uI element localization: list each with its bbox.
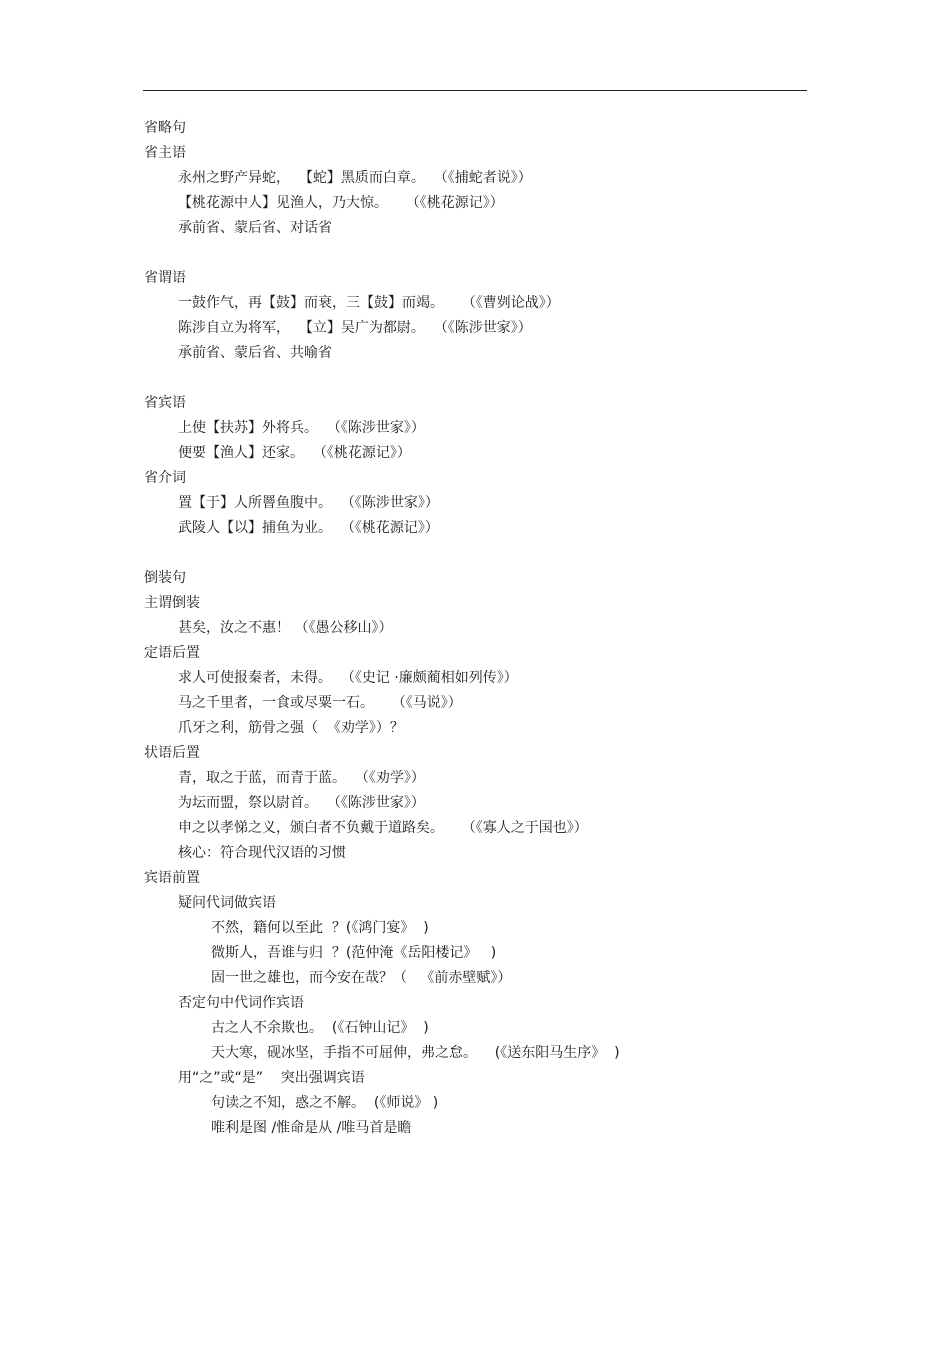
document-body xyxy=(0,116,950,1141)
sub-example-line: 句读之不知，惑之不解。 (《师说》 ) xyxy=(211,1095,439,1111)
example-line: 甚矣，汝之不惠！ （《愚公移山》） xyxy=(178,620,393,636)
section-heading: 省谓语 xyxy=(144,270,186,286)
blank-line xyxy=(0,366,950,391)
sub-example-line: 天大寒，砚冰坚，手指不可屈伸，弗之怠。 (《送东阳马生序》 ) xyxy=(211,1045,620,1061)
section-heading: 状语后置 xyxy=(144,745,200,761)
section-heading: 省宾语 xyxy=(144,395,186,411)
example-line: 承前省、蒙后省、共喻省 xyxy=(178,345,332,361)
example-line: 置【于】人所罾鱼腹中。 （《陈涉世家》） xyxy=(178,495,439,511)
section-heading: 省主语 xyxy=(144,145,186,161)
section-heading: 省介词 xyxy=(144,470,186,486)
section-heading: 定语后置 xyxy=(144,645,200,661)
example-line: 为坛而盟，祭以尉首。 （《陈涉世家》） xyxy=(178,795,425,811)
example-line: 上使【扶苏】外将兵。 （《陈涉世家》） xyxy=(178,420,425,436)
example-line: 否定句中代词作宾语 xyxy=(178,995,304,1011)
example-line: 核心：符合现代汉语的习惯 xyxy=(178,845,346,861)
example-line: 爪牙之利，筋骨之强（ 《劝学》）？ xyxy=(178,720,404,736)
example-line: 求人可使报秦者，未得。 （《史记 ·廉颇蔺相如列传》） xyxy=(178,670,518,686)
example-line: 承前省、蒙后省、对话省 xyxy=(178,220,332,236)
section-heading: 主谓倒装 xyxy=(144,595,200,611)
example-line: 武陵人【以】捕鱼为业。 （《桃花源记》） xyxy=(178,520,439,536)
sub-example-line: 固一世之雄也，而今安在哉？（ 《前赤壁赋》） xyxy=(211,970,512,986)
example-line: 永州之野产异蛇， 【蛇】黑质而白章。 （《捕蛇者说》） xyxy=(178,170,532,186)
section-heading: 省略句 xyxy=(144,120,186,136)
example-line: 疑问代词做宾语 xyxy=(178,895,276,911)
example-line: 一鼓作气，再【鼓】而衰，三【鼓】而竭。 （《曹刿论战》） xyxy=(178,295,560,311)
example-line: 申之以孝悌之义，颁白者不负戴于道路矣。 （《寡人之于国也》） xyxy=(178,820,588,836)
header-rule xyxy=(143,90,807,91)
section-heading: 倒装句 xyxy=(144,570,186,586)
blank-line xyxy=(0,241,950,266)
example-line: 【桃花源中人】见渔人，乃大惊。 （《桃花源记》） xyxy=(178,195,504,211)
example-line: 青，取之于蓝，而青于蓝。 （《劝学》） xyxy=(178,770,425,786)
example-line: 便要【渔人】还家。 （《桃花源记》） xyxy=(178,445,411,461)
sub-example-line: 唯利是图 /惟命是从 /唯马首是瞻 xyxy=(211,1120,412,1136)
sub-example-line: 古之人不余欺也。 (《石钟山记》 ) xyxy=(211,1020,429,1036)
blank-line xyxy=(0,541,950,566)
example-line: 马之千里者，一食或尽粟一石。 （《马说》） xyxy=(178,695,462,711)
sub-example-line: 不然，籍何以至此 ？(《鸿门宴》 ) xyxy=(211,920,429,936)
example-line: 用“之”或“是” 突出强调宾语 xyxy=(178,1070,365,1086)
example-line: 陈涉自立为将军， 【立】吴广为都尉。 （《陈涉世家》） xyxy=(178,320,532,336)
sub-example-line: 微斯人，吾谁与归 ？(范仲淹《岳阳楼记》 ) xyxy=(211,945,497,961)
section-heading: 宾语前置 xyxy=(144,870,200,886)
